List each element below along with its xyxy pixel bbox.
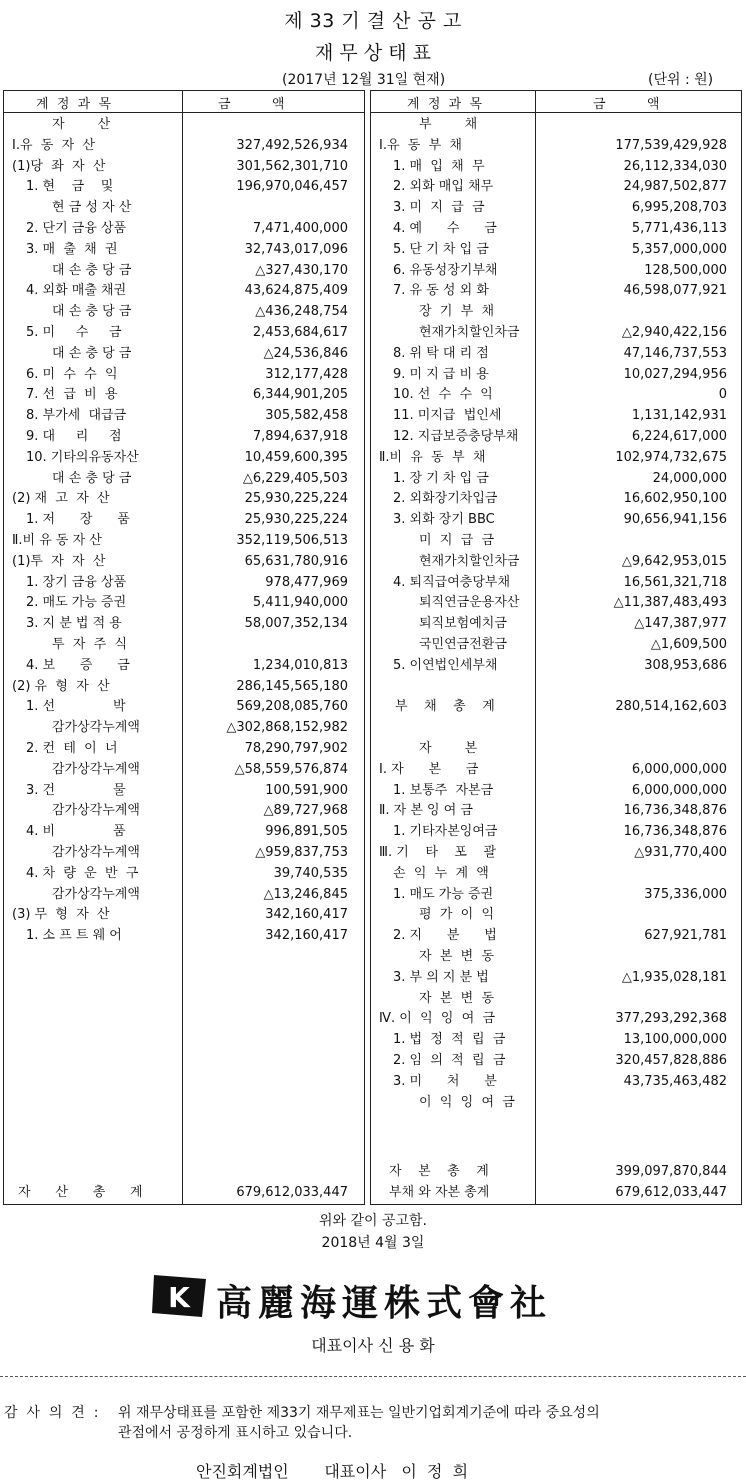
account-amount: 320,457,828,886 (615, 1053, 727, 1068)
company-flag-icon (150, 1273, 210, 1321)
account-amount: 1,234,010,813 (252, 657, 348, 673)
table-row (4, 925, 364, 946)
account-amount: 6,000,000,000 (631, 761, 727, 777)
audit-opinion-line1: 위 재무상태표를 포함한 제33기 재무제표는 일반기업회계기준에 따라 중요성의 (118, 1405, 600, 1421)
table-row (4, 384, 364, 405)
table-row (4, 530, 364, 551)
account-amount: △2,940,422,156 (621, 325, 727, 340)
account-label: 2. 컨 테 이 너 (26, 741, 118, 756)
header-rule (4, 112, 364, 113)
account-amount: 627,921,781 (644, 928, 727, 944)
account-amount: △89,727,968 (263, 803, 348, 819)
account-amount: △959,837,753 (255, 845, 348, 860)
currency-unit: (단위 : 원) (648, 72, 714, 88)
assets-total-row (4, 1182, 364, 1203)
table-row (4, 176, 364, 197)
account-label: 8. 부가세 대급금 (26, 408, 127, 424)
table-row (371, 551, 741, 572)
account-amount: 5,357,000,000 (631, 241, 727, 257)
account-label: 자 본 변 동 (419, 949, 495, 964)
table-row (371, 322, 741, 343)
account-label: 부 채 (419, 117, 478, 132)
account-label: 2. 매도 가능 증권 (26, 595, 127, 611)
account-label: 1. 저 장 품 (26, 512, 130, 528)
table-row (371, 1050, 741, 1071)
table-row (371, 613, 741, 634)
account-label: 감가상각누계액 (52, 803, 140, 819)
account-label: 3. 건 물 (26, 782, 126, 798)
assets-total-amount: 679,612,033,447 (236, 1185, 348, 1200)
table-row (371, 176, 741, 197)
table-row (371, 780, 741, 801)
account-label: 퇴직보험예치금 (419, 616, 507, 632)
account-amount: △302,868,152,982 (226, 720, 348, 736)
account-label: 6. 미 수 수 익 (26, 366, 118, 382)
account-label: 퇴직연금운용자산 (419, 595, 520, 611)
account-amount: △24,536,846 (263, 345, 348, 361)
account-amount: 6,995,208,703 (631, 200, 727, 216)
account-label: 9. 대 리 점 (26, 429, 122, 444)
account-amount: 308,953,686 (644, 657, 727, 673)
column-header-account: 계 정 과 목 (407, 97, 483, 112)
table-row (4, 592, 364, 613)
table-row (371, 759, 741, 780)
account-amount: 7,894,637,918 (252, 429, 348, 444)
account-amount: 1,131,142,931 (631, 408, 727, 424)
table-row (371, 114, 741, 135)
column-header-amount: 금 액 (593, 97, 660, 112)
account-amount: 100,591,900 (265, 782, 348, 798)
table-row (371, 260, 741, 281)
account-amount: 286,145,565,180 (236, 678, 348, 694)
section-separator (0, 1376, 746, 1377)
account-label: Ⅰ. 자 본 금 (379, 761, 479, 777)
account-label: 2. 지 분 법 (393, 928, 497, 944)
account-amount: 5,411,940,000 (252, 595, 348, 611)
table-row (4, 280, 364, 301)
table-row (371, 592, 741, 613)
account-label: 1. 매도 가능 증권 (393, 886, 494, 902)
table-row (371, 967, 741, 988)
table-row (4, 322, 364, 343)
account-amount: △1,609,500 (650, 637, 727, 652)
account-label: 손 익 누 계 액 (393, 865, 489, 881)
account-label: 미 지 급 금 (419, 533, 495, 548)
account-amount: 65,631,780,916 (244, 553, 348, 569)
account-label: 2. 외화장기차입금 (393, 491, 498, 507)
account-label: 1. 소 프 트 웨 어 (26, 928, 122, 944)
account-amount: 43,735,463,482 (623, 1073, 727, 1089)
account-amount: 280,514,162,603 (615, 699, 727, 715)
table-row (4, 676, 364, 697)
account-label: 4. 예 수 금 (393, 221, 497, 236)
table-row (4, 447, 364, 468)
account-label: Ⅱ.비 유 동 자 산 (12, 533, 102, 548)
table-row (371, 405, 741, 426)
account-amount: △1,935,028,181 (621, 969, 727, 985)
table-row (371, 988, 741, 1009)
account-label: 3. 매 출 채 권 (26, 241, 118, 257)
table-row (4, 572, 364, 593)
account-amount: 10,027,294,956 (623, 366, 727, 382)
logo-letter: K (168, 1281, 190, 1314)
account-label: 5. 단 기 차 입 금 (393, 241, 489, 257)
account-label: 5. 이연법인세부채 (393, 657, 498, 673)
table-row (371, 676, 741, 697)
table-row (4, 842, 364, 863)
table-row (371, 1029, 741, 1050)
table-row (4, 488, 364, 509)
account-label: 4. 차 량 운 반 구 (26, 865, 139, 881)
header-rule (371, 112, 741, 113)
table-row (371, 447, 741, 468)
account-amount: 978,477,969 (265, 574, 348, 590)
account-label: 대 손 충 당 금 (52, 304, 132, 320)
account-amount: △6,229,405,503 (242, 470, 348, 486)
table-row (371, 218, 741, 239)
table-row (4, 114, 364, 135)
account-amount: 301,562,301,710 (236, 158, 348, 174)
account-label: 1. 매 입 채 무 (393, 158, 485, 174)
account-amount: 25,930,225,224 (244, 491, 348, 507)
account-amount: 2,453,684,617 (252, 325, 348, 340)
table-row (371, 1008, 741, 1029)
announcement-note: 위와 같이 공고함. (318, 1213, 428, 1229)
account-label: 1. 장기 금융 상품 (26, 574, 127, 590)
table-row (371, 156, 741, 177)
table-row (4, 426, 364, 447)
table-row (371, 384, 741, 405)
account-amount: △9,642,953,015 (621, 553, 727, 569)
table-row (4, 239, 364, 260)
audit-opinion-label: 감 사 의 견 : (4, 1405, 99, 1421)
account-amount: 569,208,085,760 (236, 699, 348, 715)
account-label: Ⅲ. 기 타 포 괄 (379, 845, 497, 860)
account-label: 장 기 부 채 (419, 304, 495, 320)
account-label: 9. 미 지 급 비 용 (393, 366, 489, 382)
account-amount: 39,740,535 (273, 865, 348, 881)
account-label: 대 손 충 당 금 (52, 345, 132, 361)
table-row (371, 655, 741, 676)
account-amount: △58,559,576,874 (234, 761, 348, 777)
announcement-date: 2018년 4월 3일 (321, 1235, 425, 1251)
account-label: 5. 미 수 금 (26, 325, 122, 340)
account-amount: △931,770,400 (634, 845, 727, 860)
account-label: (1)당 좌 자 산 (12, 158, 106, 174)
table-row (371, 1071, 741, 1092)
account-amount: 327,492,526,934 (236, 137, 348, 153)
table-row (371, 530, 741, 551)
account-label: 6. 유동성장기부채 (393, 262, 498, 278)
table-row (4, 218, 364, 239)
account-label: 7. 선 급 비 용 (26, 387, 118, 403)
assets-total-label: 자 산 총 계 (18, 1185, 143, 1200)
account-label: 2. 외화 매입 채무 (393, 179, 494, 195)
account-label: Ⅱ.비 유 동 부 채 (379, 449, 486, 465)
table-row (4, 863, 364, 884)
account-label: 감가상각누계액 (52, 720, 140, 736)
table-row (371, 738, 741, 759)
table-row (371, 925, 741, 946)
table-row (371, 842, 741, 863)
table-row (4, 717, 364, 738)
account-label: 자 본 변 동 (419, 990, 495, 1006)
account-label: 현재가치할인차금 (419, 553, 520, 569)
account-amount: 377,293,292,368 (615, 1011, 727, 1027)
equity-total-amount: 399,097,870,844 (615, 1164, 727, 1179)
account-label: Ⅱ. 자 본 잉 여 금 (379, 803, 473, 819)
table-row (371, 468, 741, 489)
account-label: 1. 보통주 자본금 (393, 782, 494, 798)
table-row (4, 884, 364, 905)
account-label: 1. 선 박 (26, 699, 126, 715)
table-row (371, 634, 741, 655)
account-label: 감가상각누계액 (52, 886, 140, 902)
table-row (4, 364, 364, 385)
account-amount: 16,736,348,876 (623, 803, 727, 819)
table-row (4, 551, 364, 572)
table-row (4, 260, 364, 281)
account-label: 2. 단기 금융 상품 (26, 221, 127, 236)
account-amount: 24,000,000 (652, 470, 727, 486)
account-amount: 177,539,429,928 (615, 137, 727, 153)
table-row (4, 301, 364, 322)
account-amount: 0 (718, 387, 727, 403)
table-row (4, 613, 364, 634)
account-amount: 25,930,225,224 (244, 512, 348, 528)
table-row (4, 696, 364, 717)
account-amount: △147,387,977 (634, 616, 727, 632)
account-label: 4. 보 증 금 (26, 657, 130, 673)
document-subtitle: 재 무 상 태 표 (315, 42, 431, 64)
table-row (4, 800, 364, 821)
account-amount: 6,224,617,000 (631, 429, 727, 444)
account-label: 감가상각누계액 (52, 845, 140, 860)
statement-date: (2017년 12월 31일 현재) (282, 72, 446, 88)
account-amount: 46,598,077,921 (623, 283, 727, 299)
table-row (371, 696, 741, 717)
account-label: 1. 기타자본잉여금 (393, 824, 498, 840)
account-label: 3. 지 분 법 적 용 (26, 616, 122, 632)
table-row (4, 759, 364, 780)
table-row (4, 197, 364, 218)
liabilities-equity-table (370, 90, 742, 1205)
table-row (371, 135, 741, 156)
account-label: Ⅰ.유 동 부 채 (379, 137, 462, 153)
company-logo (150, 1273, 610, 1324)
table-row (371, 509, 741, 530)
account-label: 감가상각누계액 (52, 761, 140, 777)
liab-equity-total-label: 부채 와 자본 총계 (389, 1185, 490, 1200)
account-label: 이 익 잉 여 금 (419, 1094, 515, 1110)
table-row (371, 572, 741, 593)
account-amount: 102,974,732,675 (615, 449, 727, 465)
account-label: Ⅳ. 이 익 잉 여 금 (379, 1011, 496, 1027)
table-row (371, 301, 741, 322)
table-row (371, 488, 741, 509)
column-header-account: 계 정 과 목 (36, 97, 112, 112)
account-amount: 16,602,950,100 (623, 491, 727, 507)
account-amount: 305,582,458 (265, 408, 348, 424)
account-label: 부 채 총 계 (395, 699, 495, 715)
document-title: 제 33 기 결 산 공 고 (284, 10, 462, 32)
account-amount: 13,100,000,000 (623, 1032, 727, 1048)
account-label: 1. 장 기 차 입 금 (393, 470, 489, 486)
account-amount: 6,344,901,205 (252, 387, 348, 403)
account-amount: 352,119,506,513 (236, 533, 348, 548)
account-label: 7. 유 동 성 외 화 (393, 283, 489, 299)
account-label: 3. 미 지 급 금 (393, 200, 485, 216)
table-row (371, 239, 741, 260)
account-label: 투 자 주 식 (52, 637, 128, 652)
account-label: 1. 법 정 적 립 금 (393, 1032, 506, 1048)
account-label: 3. 외화 장기 BBC (393, 512, 495, 528)
table-row (4, 509, 364, 530)
account-amount: 47,146,737,553 (623, 345, 727, 361)
account-label: 평 가 이 익 (419, 907, 495, 923)
table-row (371, 904, 741, 925)
table-row (371, 884, 741, 905)
column-header-amount: 금 액 (218, 97, 285, 112)
table-row (4, 780, 364, 801)
table-row (371, 280, 741, 301)
account-amount: 342,160,417 (265, 907, 348, 923)
table-row (4, 468, 364, 489)
account-amount: 58,007,352,134 (244, 616, 348, 632)
account-label: 3. 미 처 분 (393, 1073, 497, 1089)
account-amount: 196,970,046,457 (236, 179, 348, 195)
table-row (371, 800, 741, 821)
account-label: 4. 퇴직급여충당부채 (393, 574, 510, 590)
table-row (371, 1092, 741, 1113)
account-amount: 10,459,600,395 (244, 449, 348, 465)
account-label: 3. 부 의 지 분 법 (393, 969, 489, 985)
account-label: 현 금 성 자 산 (52, 200, 132, 216)
account-label: (1)투 자 자 산 (12, 553, 106, 569)
account-amount: △13,246,845 (263, 886, 348, 902)
table-row (371, 821, 741, 842)
table-row (371, 343, 741, 364)
table-row (371, 426, 741, 447)
ceo-name: 대표이사 신 용 화 (311, 1336, 435, 1355)
table-row (371, 863, 741, 884)
account-amount: 312,177,428 (265, 366, 348, 382)
table-row (4, 655, 364, 676)
table-row (371, 946, 741, 967)
account-amount: 43,624,875,409 (244, 283, 348, 299)
account-label: 10. 기타의유동자산 (26, 449, 139, 465)
account-label: 1. 현 금 및 (26, 179, 114, 195)
account-label: Ⅰ.유 동 자 산 (12, 137, 95, 153)
account-amount: 7,471,400,000 (252, 221, 348, 236)
liab-equity-total-amount: 679,612,033,447 (615, 1185, 727, 1200)
table-row (4, 738, 364, 759)
account-label: 10. 선 수 수 익 (393, 387, 493, 403)
account-amount: 32,743,017,096 (244, 241, 348, 257)
account-amount: 16,736,348,876 (623, 824, 727, 840)
liab-equity-total-row (371, 1182, 741, 1203)
account-amount: 16,561,321,718 (623, 574, 727, 590)
audit-opinion-line2: 관점에서 공정하게 표시하고 있습니다. (118, 1425, 353, 1441)
account-label: 12. 지급보증충당부채 (393, 429, 519, 444)
account-amount: △436,248,754 (255, 304, 348, 320)
account-label: 4. 비 품 (26, 824, 126, 840)
table-row (371, 717, 741, 738)
account-amount: 24,987,502,877 (623, 179, 727, 195)
account-label: 국민연금전환금 (419, 637, 507, 652)
table-row (4, 343, 364, 364)
account-label: 8. 위 탁 대 리 점 (393, 345, 489, 361)
table-row (4, 634, 364, 655)
account-amount: 90,656,941,156 (623, 512, 727, 528)
account-label: 자 산 (52, 117, 111, 132)
account-label: 현재가치할인차금 (419, 325, 520, 340)
account-amount: 128,500,000 (644, 262, 727, 278)
account-amount: △327,430,170 (255, 262, 348, 278)
account-amount: 78,290,797,902 (244, 741, 348, 756)
account-label: 대 손 충 당 금 (52, 262, 132, 278)
account-amount: 6,000,000,000 (631, 782, 727, 798)
account-label: (2) 유 형 자 산 (12, 678, 110, 694)
company-name: 高麗海運株式會社 (216, 1282, 553, 1324)
assets-table (3, 90, 365, 1205)
account-amount: △11,387,483,493 (613, 595, 727, 611)
table-row (4, 821, 364, 842)
table-row (4, 156, 364, 177)
account-amount: 996,891,505 (265, 824, 348, 840)
account-label: 대 손 충 당 금 (52, 470, 132, 486)
table-row (4, 904, 364, 925)
auditor-signature: 안진회계법인 대표이사 이 정 희 (196, 1462, 469, 1481)
equity-total-row (371, 1161, 741, 1182)
account-label: 4. 외화 매출 채권 (26, 283, 127, 299)
equity-total-label: 자 본 총 계 (389, 1164, 489, 1179)
account-amount: 5,771,436,113 (631, 221, 727, 236)
account-label: 11. 미지급 법인세 (393, 408, 502, 424)
table-row (371, 364, 741, 385)
account-amount: 375,336,000 (644, 886, 727, 902)
account-label: (3) 무 형 자 산 (12, 907, 110, 923)
table-row (4, 405, 364, 426)
account-label: 자 본 (419, 741, 478, 756)
table-row (4, 135, 364, 156)
account-label: 2. 임 의 적 립 금 (393, 1053, 506, 1068)
account-amount: 342,160,417 (265, 928, 348, 944)
account-label: (2) 재 고 자 산 (12, 491, 110, 507)
table-row (371, 197, 741, 218)
account-amount: 26,112,334,030 (623, 158, 727, 174)
